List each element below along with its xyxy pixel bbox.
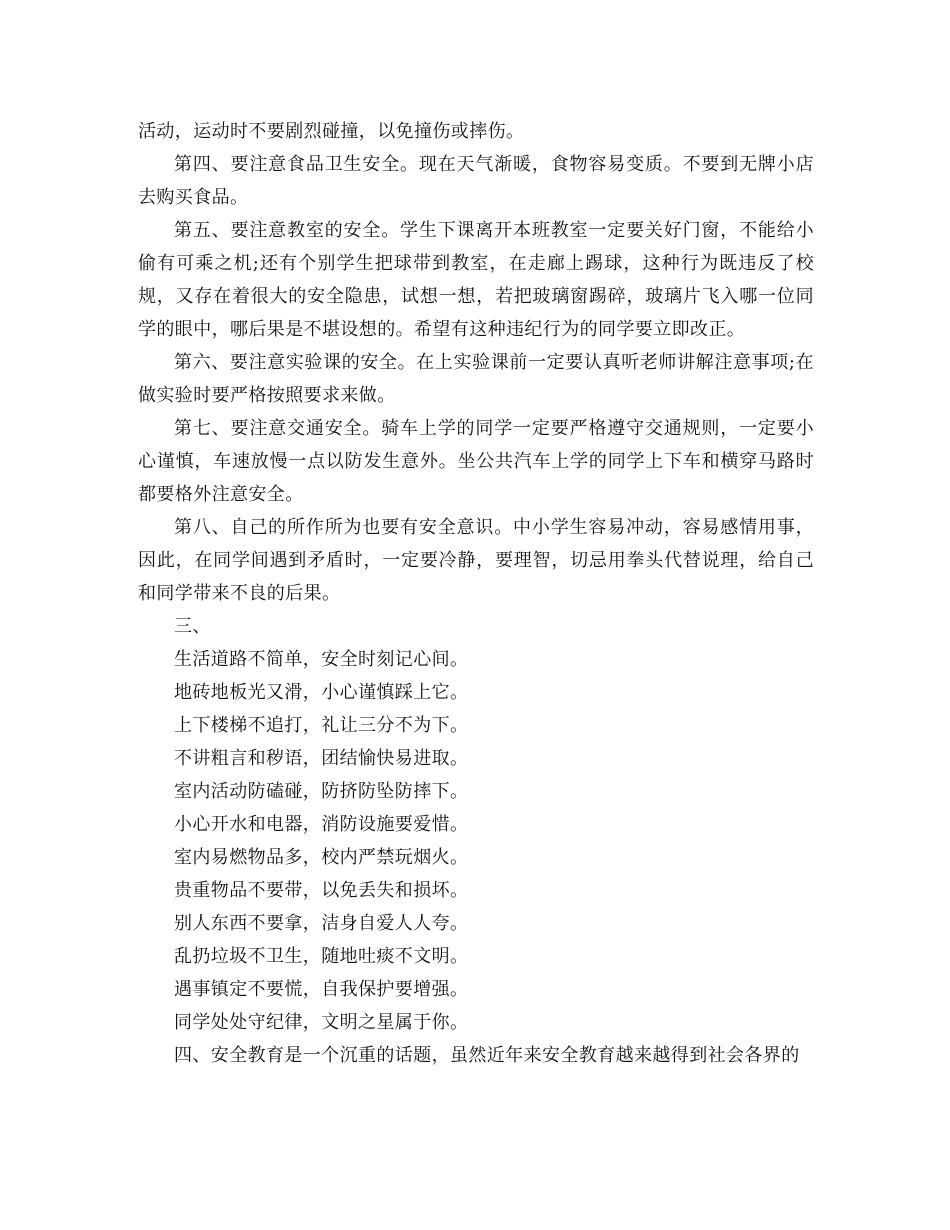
verse-line: 室内活动防磕碰，防挤防坠防摔下。 <box>174 781 469 802</box>
verse-line: 同学处处守纪律，文明之星属于你。 <box>174 1012 469 1033</box>
verse-line: 别人东西不要拿，洁身自爱人人夸。 <box>174 913 469 934</box>
verse-line: 小心开水和电器，消防设施要爱惜。 <box>174 814 469 835</box>
safety-verse-list <box>138 643 814 1039</box>
paragraph-section-four: 四、安全教育是一个沉重的话题，虽然近年来安全教育越来越得到社会各界的 <box>174 1045 800 1066</box>
paragraph-behavior-safety: 第八、自己的所作所为也要有安全意识。中小学生容易冲动，容易感情用事，因此，在同学间遇到矛盾时，一定要冷静，要理智，切忌用拳头代替说理，给自己和同学带来不良的后果。 <box>138 517 814 604</box>
paragraph-traffic-safety: 第七、要注意交通安全。骑车上学的同学一定要严格遵守交通规则，一定要小心谨慎，车速放慢一点以防发生意外。坐公共汽车上学的同学上下车和横穿马路时都要格外注意安全。 <box>138 418 814 505</box>
verse-line: 上下楼梯不追打，礼让三分不为下。 <box>174 715 469 736</box>
verse-line: 地砖地板光又滑，小心谨慎踩上它。 <box>174 682 469 703</box>
section-three-heading: 三、 <box>174 616 211 637</box>
verse-line: 不讲粗言和秽语，团结愉快易进取。 <box>174 748 469 769</box>
paragraph-food-safety: 第四、要注意食品卫生安全。现在天气渐暖，食物容易变质。不要到无牌小店去购买食品。 <box>138 154 814 208</box>
paragraph-continuation: 活动，运动时不要剧烈碰撞，以免撞伤或摔伤。 <box>138 121 525 142</box>
verse-line: 乱扔垃圾不卫生，随地吐痰不文明。 <box>174 946 469 967</box>
document-body <box>138 115 814 1072</box>
paragraph-lab-safety: 第六、要注意实验课的安全。在上实验课前一定要认真听老师讲解注意事项;在做实验时要严格按照要求来做。 <box>138 352 814 406</box>
paragraph-classroom-safety: 第五、要注意教室的安全。学生下课离开本班教室一定要关好门窗，不能给小偷有可乘之机;还有个别学生把球带到教室，在走廊上踢球，这种行为既违反了校规，又存在着很大的安全隐患，试想一想，若把玻璃窗踢碎，玻璃片飞入哪一位同学的眼中，哪后果是不堪设想的。希望有这种违纪行为的同学要立即改正。 <box>138 220 814 340</box>
verse-line: 室内易燃物品多，校内严禁玩烟火。 <box>174 847 469 868</box>
verse-line: 生活道路不简单，安全时刻记心间。 <box>174 649 469 670</box>
verse-line: 遇事镇定不要慌，自我保护要增强。 <box>174 979 469 1000</box>
verse-line: 贵重物品不要带，以免丢失和损坏。 <box>174 880 469 901</box>
